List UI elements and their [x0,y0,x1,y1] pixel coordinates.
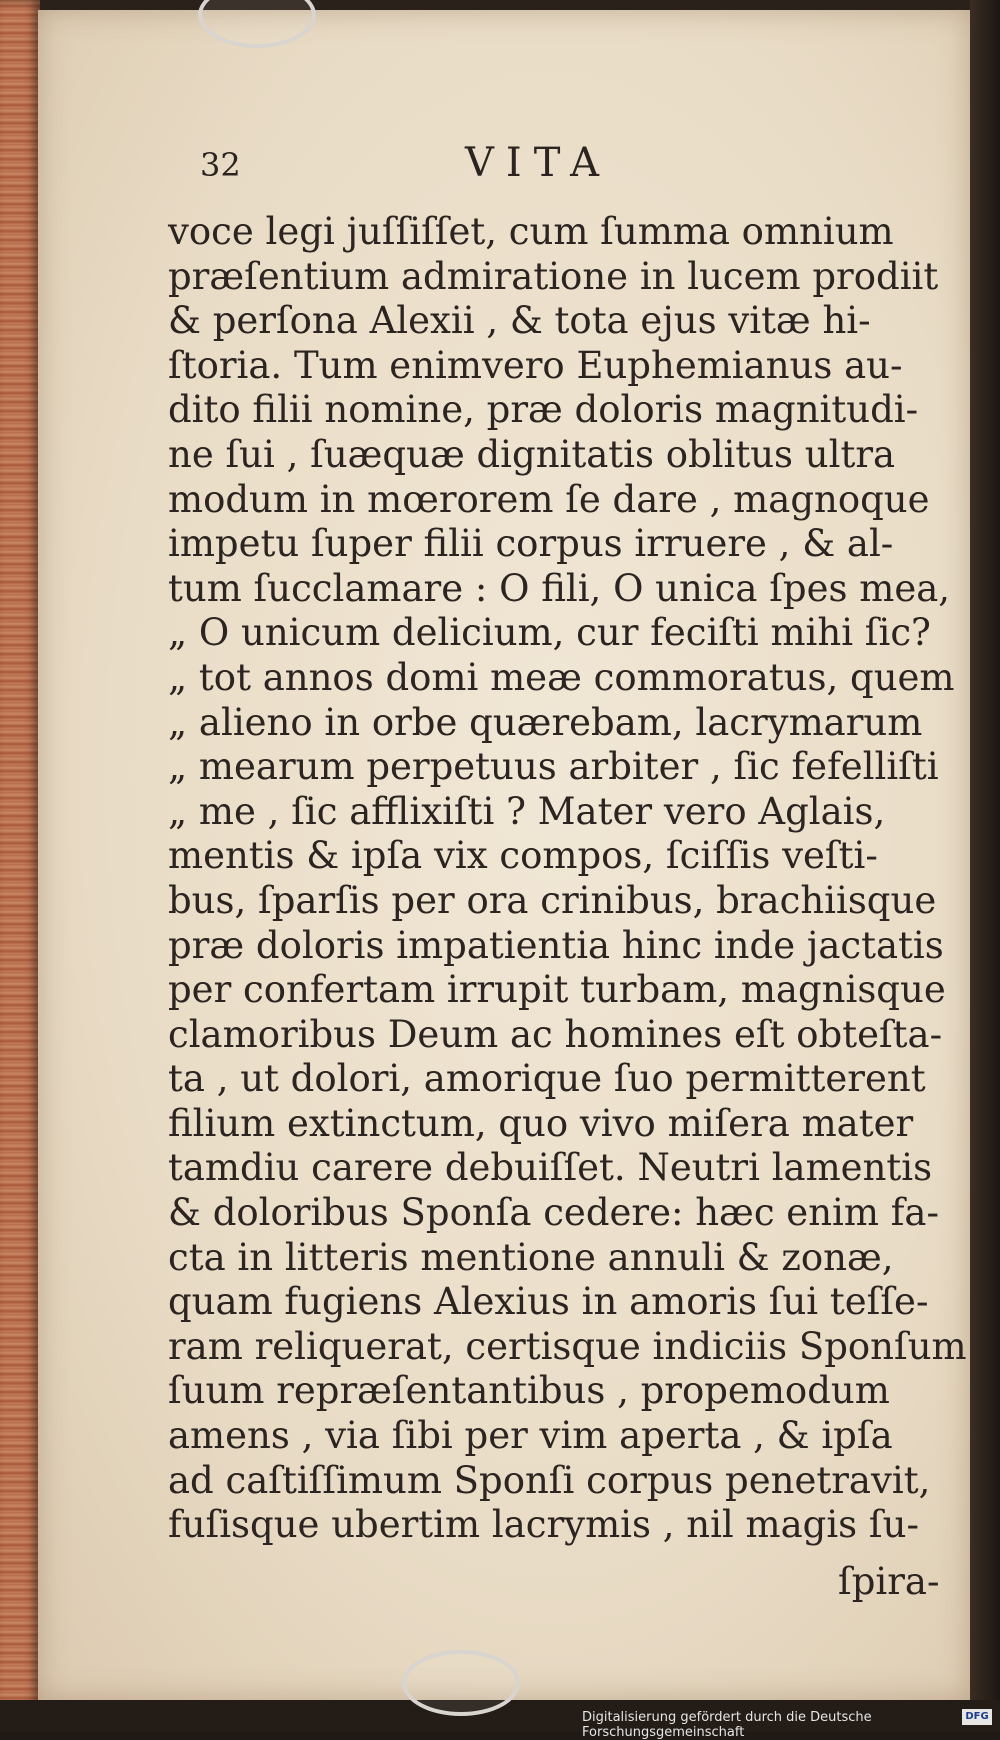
text-line: & doloribus Sponſa cedere: hæc enim fa- [168,1191,939,1235]
text-line: dito filii nomine, præ doloris magnitudi- [168,388,919,432]
text-line: filium extinctum, quo vivo miſera mater [168,1101,914,1145]
text-line: amens , via ſibi per vim aperta , & ipſa [168,1414,893,1458]
catchword: ſpira- [838,1560,940,1603]
text-line: ſtoria. Tum enimvero Euphemianus au- [168,343,903,387]
text-line: impetu ſuper filii corpus irruere , & al- [168,522,894,566]
book-spine-edge [0,0,40,1732]
text-line: mentis & ipſa vix compos, ſciſſis veſti- [168,834,878,878]
text-line: ta , ut dolori, amorique ſuo permitterent [168,1057,926,1101]
text-line: „ alieno in orbe quærebam, lacrymarum [168,700,923,744]
text-line: voce legi juſſiſſet, cum ſumma omnium [168,210,894,253]
text-line: per confertam irrupit turbam, magnisque [168,968,946,1012]
page-header [200,140,800,200]
text-line: „ me , ſic afflixiſti ? Mater vero Aglais, [168,789,886,833]
text-line: quam fugiens Alexius in amoris ſui teſſe- [168,1280,929,1324]
body-text [168,210,973,1548]
digitization-credit: Digitalisierung gefördert durch die Deutsche Forschungsgemeinschaft [582,1710,872,1740]
text-line: cta in litteris mentione annuli & zonæ, [168,1235,894,1279]
text-line: ad caſtiſſimum Sponſi corpus penetravit, [168,1458,931,1502]
text-line: modum in mœrorem ſe dare , magnoque [168,477,930,521]
text-line: præſentium admiratione in lucem prodiit [168,254,939,298]
text-line: „ tot annos domi meæ commoratus, quem [168,655,955,699]
text-line: tamdiu carere debuiſſet. Neutri lamentis [168,1146,933,1190]
text-line: ram reliquerat, certisque indiciis Sponſum [168,1324,967,1368]
page-number: 32 [200,146,241,184]
text-line: tum ſucclamare : O fili, O unica ſpes mea, [168,566,951,610]
bottom-page-clip [402,1650,520,1716]
text-line: ſuum repræſentantibus , propemodum [168,1369,890,1413]
text-line: fuſisque ubertim lacrymis , nil magis ſu- [168,1503,919,1547]
text-line: ne ſui , ſuæquæ dignitatis oblitus ultra [168,432,896,476]
dfg-logo-badge: DFG [962,1709,992,1725]
text-line: præ doloris impatientia hinc inde jactatis [168,923,944,967]
text-line: clamoribus Deum ac homines eſt obteſta- [168,1012,943,1056]
text-line: „ O unicum delicium, cur feciſti mihi ſic? [168,611,931,655]
text-line: bus, ſparſis per ora crinibus, brachiisque [168,878,937,922]
running-title: VITA [465,140,612,186]
page-right-shadow [970,0,1000,1732]
text-line: & perſona Alexii , & tota ejus vitæ hi- [168,299,871,343]
text-line: „ mearum perpetuus arbiter , ſic fefelliſti [168,745,939,789]
